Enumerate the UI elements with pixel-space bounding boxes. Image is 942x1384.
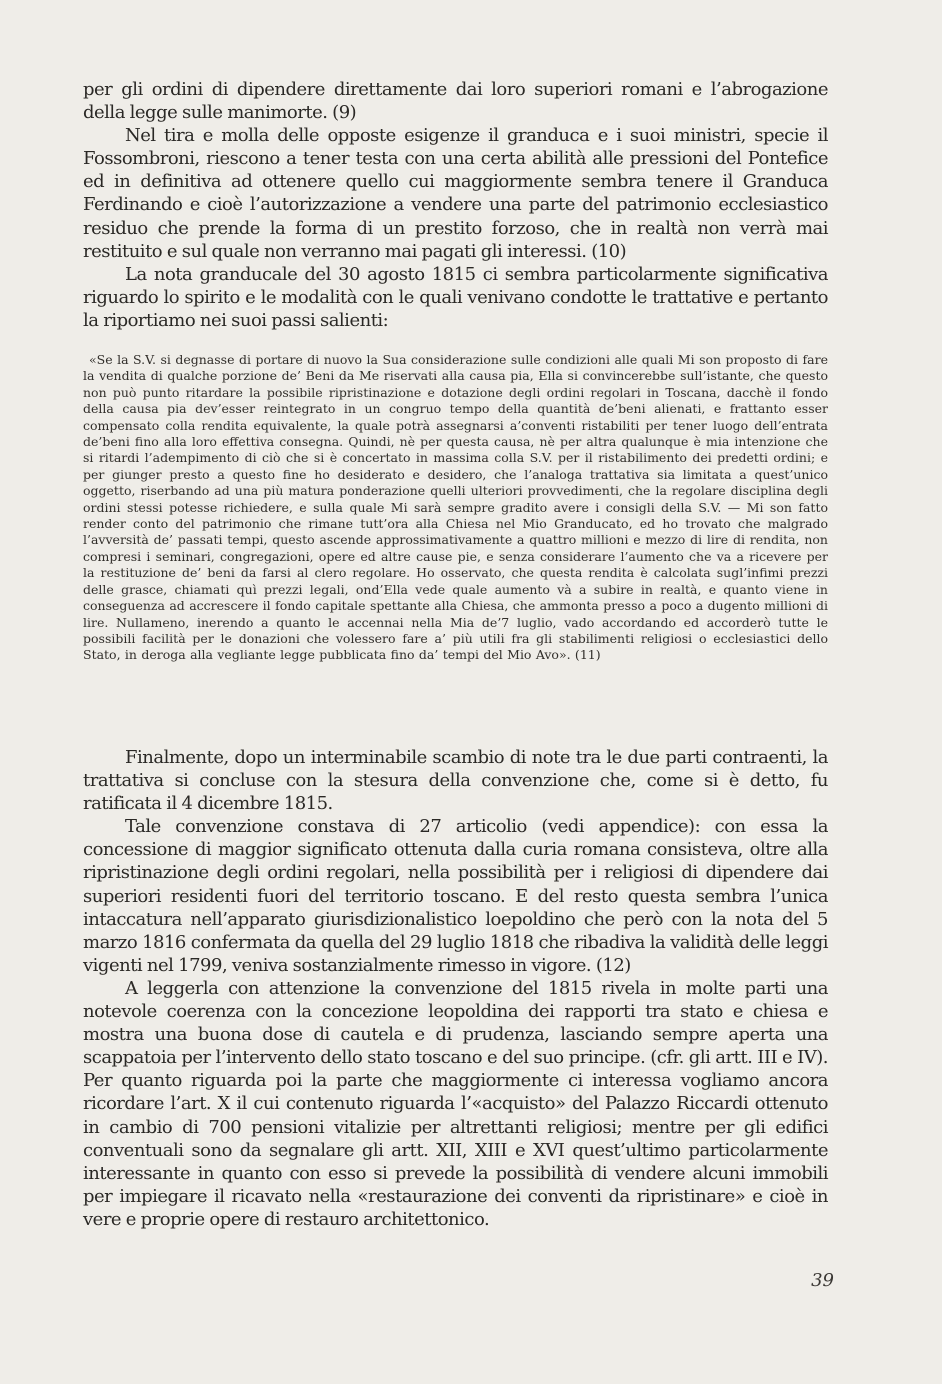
bottom-text-block: [83, 746, 828, 1231]
paragraph-4: Finalmente, dopo un interminabile scambio di note tra le due parti contraenti, la trattativa si concluse con la stesura della convenzione che, come si è detto, fu ratificata il 4 dicembre 1815.: [83, 747, 828, 815]
paragraph-6: A leggerla con attenzione la convenzione del 1815 rivela in molte parti una notevole coerenza con la concezione leopoldina dei rapporti tra stato e chiesa e mostra una buona dose di cautela e di prudenza, lasciando sempre aperta una scappatoia per l’intervento dello stato toscano e del suo principe. (cfr. gli artt. III e IV). Per quanto riguarda poi la parte che maggiormente ci interessa vogliamo ancora ricordare l’art. X il cui contenuto riguarda l’«acquisto» del Palazzo Riccardi ottenuto in cambio di 700 pensioni vitalizie per altrettanti religiosi; mentre per gli edifici conventuali sono da segnalare gli artt. XII, XIII e XVI quest’ultimo particolarmente interessante in quanto con esso si prevede la possibilità di vendere alcuni immobili per impiegare il ricavato nella «restaurazione dei conventi da ripristinare» e cioè in vere e proprie opere di restauro architettonico.: [83, 977, 828, 1230]
top-text-block: [83, 78, 828, 332]
paragraph-2: Nel tira e molla delle opposte esigenze il granduca e i suoi ministri, specie il Fossombroni, riescono a tener testa con una certa abilità alle pressioni del Pontefice ed in definitiva ad ottenere quello cui maggiormente sembra tenere il Granduca Ferdinando e cioè l’autorizzazione a vendere una parte del patrimonio ecclesiastico residuo che prende la forma di un prestito forzoso, che in realtà non verrà mai restituito e sul quale non verranno mai pagati gli interessi. (10): [83, 125, 828, 262]
paragraph-3: La nota granducale del 30 agosto 1815 ci sembra particolarmente significativa riguardo lo spirito e le modalità con le quali venivano condotte le trattative e pertanto la riportiamo nei suoi passi salienti:: [83, 263, 828, 331]
page-number: 39: [811, 1270, 834, 1291]
paragraph-1: per gli ordini di dipendere direttamente dai loro superiori romani e l’abrogazione della legge sulle manimorte. (9): [83, 79, 828, 124]
paragraph-5: Tale convenzione constava di 27 articolio (vedi appendice): con essa la concessione di maggior significato ottenuta dalla curia romana consisteva, oltre alla ripristinazione degli ordini regolari, nella possibilità per i religiosi di dipendere dai superiori residenti fuori del territorio toscano. E del resto questa sembra l’unica intaccatura nell’apparato giurisdizionalistico loepoldino che però con la nota del 5 marzo 1816 confermata da quella del 29 luglio 1818 che ribadiva la validità delle leggi vigenti nel 1799, veniva sostanzialmente rimesso in vigore. (12): [83, 816, 828, 976]
block-quote: «Se la S.V. si degnasse di portare di nuovo la Sua considerazione sulle condizioni alle quali Mi son proposto di fare la vendita di qualche porzione de’ Beni da Me riservati alla causa pia, Ella si convincerebbe sull’istante, che questo non può punto ritardare la possibile ripristinazione e dotazione degli ordini regolari in Toscana, dacchè il fondo della causa pia dev’esser reintegrato in un congruo tempo della quantità de’beni alienati, e frattanto esser compensato colla rendita equivalente, la quale potrà assegnarsi a’conventi ristabiliti per tener luogo dell’entrata de’beni fino alla loro effettiva consegna. Quindi, nè per questa causa, nè per altra qualunque è mia intenzione che si ritardi l’adempimento di ciò che si è concertato in massima colla S.V. per il ristabilimento dei predetti ordini; e per giunger presto a questo fine ho desiderato e desidero, che l’analoga trattativa sia limitata a quest’unico oggetto, riserbando ad una più matura ponderazione quelli ulteriori provvedimenti, che la regolare disciplina degli ordini stessi potesse richiedere, e sulla quale Mi sarà sempre gradito avere i consigli della S.V. — Mi son fatto render conto del patrimonio che rimane tutt’ora alla Chiesa nel Mio Granducato, ed ho trovato che malgrado l’avversità de’ passati tempi, questo ascende approssimativamente a quattro millioni e mezzo di lire di rendita, non compresi i seminari, congregazioni, opere ed altre cause pie, e senza considerare l’aumento che va a ricevere per la restituzione de’ beni da farsi al clero regolare. Ho osservato, che questa rendita è calcolata sugl’infimi prezzi delle grasce, chiamati quì prezzi legali, ond’Ella vede quale aumento và a subire in realtà, e quanto viene in conseguenza ad accrescere il fondo capitale spettante alla Chiesa, che ammonta presso a poco a dugento millioni di lire. Nullameno, inerendo a quanto le accennai nella Mia de’7 luglio, vado accordando ed accorderò tutte le possibili facilità per le donazioni che volessero fare a’ più utili fra gli stabilimenti religiosi o ecclesiastici dello Stato, in deroga alla vegliante legge pubblicata fino da’ tempi del Mio Avo». (11): [83, 352, 828, 663]
